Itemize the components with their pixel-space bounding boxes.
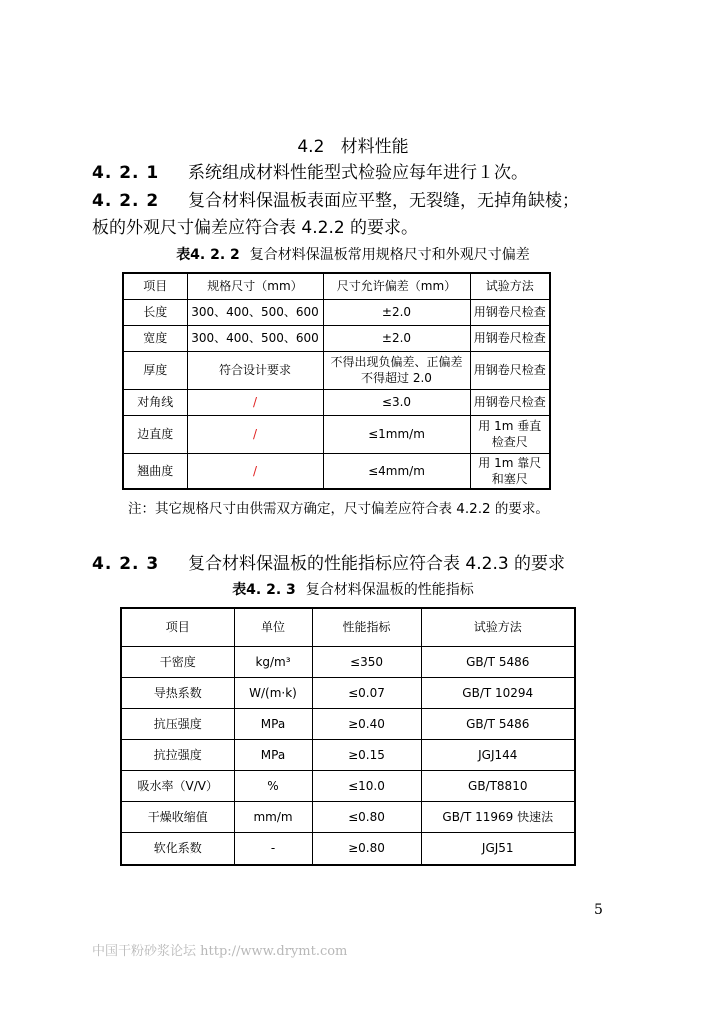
table1-caption-text: 复合材料保温板常用规格尺寸和外观尺寸偏差: [249, 247, 530, 263]
cell-spec: 符合设计要求: [187, 351, 323, 389]
cell-item: 长度: [123, 299, 187, 325]
clause-text: 复合材料保温板表面应平整，无裂缝，无掉角缺棱；: [188, 191, 579, 211]
section-title: [0, 132, 706, 157]
cell-item: 导热系数: [121, 677, 234, 708]
cell-item: 抗压强度: [121, 708, 234, 739]
table-header-row: [123, 273, 550, 299]
header-cell: 规格尺寸（mm）: [187, 273, 323, 299]
table-row: [123, 389, 550, 415]
cell-item: 干燥收缩值: [121, 801, 234, 832]
cell-method: JGJ144: [421, 739, 575, 770]
cell-item: 软化系数: [121, 832, 234, 865]
table-row: [123, 351, 550, 389]
cell-unit: kg/m³: [234, 646, 312, 677]
cell-method: GB/T 10294: [421, 677, 575, 708]
cell-item: 干密度: [121, 646, 234, 677]
header-cell: 性能指标: [312, 608, 421, 646]
cell-tolerance: ≤4mm/m: [323, 453, 470, 489]
table1-caption-number: 表4. 2. 2: [176, 247, 240, 263]
table-row: [123, 325, 550, 351]
table1-caption: [0, 244, 706, 264]
performance-table: [120, 607, 576, 866]
cell-item: 宽度: [123, 325, 187, 351]
cell-item: 吸水率（V/V）: [121, 770, 234, 801]
clause-continuation: 板的外观尺寸偏差应符合表 4.2.2 的要求。: [92, 218, 419, 238]
header-cell: 项目: [121, 608, 234, 646]
table-row: [121, 801, 575, 832]
cell-value: ≤10.0: [312, 770, 421, 801]
clause-4-2-2: [92, 186, 579, 211]
table2-caption-number: 表4. 2. 3: [232, 582, 296, 598]
cell-tolerance: ±2.0: [323, 325, 470, 351]
clause-text: 复合材料保温板的性能指标应符合表 4.2.3 的要求: [188, 554, 566, 574]
header-cell: 项目: [123, 273, 187, 299]
cell-method: GB/T 5486: [421, 646, 575, 677]
cell-unit: MPa: [234, 708, 312, 739]
cell-spec: /: [187, 389, 323, 415]
cell-tolerance: ≤1mm/m: [323, 415, 470, 453]
cell-method: 用 1m 靠尺和塞尺: [470, 453, 550, 489]
spec-table: [122, 272, 551, 490]
cell-unit: W/(m·k): [234, 677, 312, 708]
header-cell: 尺寸允许偏差（mm）: [323, 273, 470, 299]
table-row: [123, 453, 550, 489]
page-number: 5: [594, 902, 603, 918]
cell-tolerance: 不得出现负偏差、正偏差不得超过 2.0: [323, 351, 470, 389]
table-row: [121, 677, 575, 708]
cell-tolerance: ±2.0: [323, 299, 470, 325]
table-row: [121, 739, 575, 770]
clause-text: 系统组成材料性能型式检验应每年进行１次。: [188, 163, 528, 183]
header-cell: 单位: [234, 608, 312, 646]
cell-method: 用钢卷尺检查: [470, 299, 550, 325]
cell-method: 用钢卷尺检查: [470, 351, 550, 389]
clause-number: 4. 2. 2: [92, 191, 160, 211]
cell-value: ≤350: [312, 646, 421, 677]
cell-method: JGJ51: [421, 832, 575, 865]
watermark: 中国干粉砂浆论坛 http://www.drymt.com: [92, 944, 348, 959]
cell-method: GB/T 5486: [421, 708, 575, 739]
table-header-row: [121, 608, 575, 646]
cell-method: 用钢卷尺检查: [470, 325, 550, 351]
cell-spec: /: [187, 453, 323, 489]
cell-item: 抗拉强度: [121, 739, 234, 770]
cell-method: GB/T 11969 快速法: [421, 801, 575, 832]
cell-spec: /: [187, 415, 323, 453]
cell-unit: MPa: [234, 739, 312, 770]
clause-4-2-1: [92, 158, 528, 183]
table-row: [123, 299, 550, 325]
cell-method: 用钢卷尺检查: [470, 389, 550, 415]
cell-value: ≥0.80: [312, 832, 421, 865]
section-heading: 材料性能: [340, 137, 409, 157]
cell-value: ≤0.07: [312, 677, 421, 708]
section-number: 4.2: [297, 137, 325, 157]
table-row: [123, 415, 550, 453]
cell-value: ≥0.40: [312, 708, 421, 739]
cell-method: GB/T8810: [421, 770, 575, 801]
cell-unit: -: [234, 832, 312, 865]
cell-value: ≥0.15: [312, 739, 421, 770]
cell-unit: mm/m: [234, 801, 312, 832]
table-row: [121, 832, 575, 865]
header-cell: 试验方法: [470, 273, 550, 299]
table-note: 注：其它规格尺寸由供需双方确定，尺寸偏差应符合表 4.2.2 的要求。: [128, 501, 549, 517]
cell-spec: 300、400、500、600: [187, 299, 323, 325]
table2-caption-text: 复合材料保温板的性能指标: [305, 582, 474, 598]
clause-number: 4. 2. 3: [92, 554, 160, 574]
header-cell: 试验方法: [421, 608, 575, 646]
clause-4-2-3: [92, 549, 565, 574]
cell-unit: %: [234, 770, 312, 801]
table-row: [121, 708, 575, 739]
clause-number: 4. 2. 1: [92, 163, 160, 183]
cell-item: 对角线: [123, 389, 187, 415]
table2-caption: [0, 579, 706, 599]
cell-tolerance: ≤3.0: [323, 389, 470, 415]
table-row: [121, 646, 575, 677]
cell-item: 厚度: [123, 351, 187, 389]
cell-item: 边直度: [123, 415, 187, 453]
cell-item: 翘曲度: [123, 453, 187, 489]
cell-method: 用 1m 垂直检查尺: [470, 415, 550, 453]
cell-spec: 300、400、500、600: [187, 325, 323, 351]
cell-value: ≤0.80: [312, 801, 421, 832]
table-row: [121, 770, 575, 801]
